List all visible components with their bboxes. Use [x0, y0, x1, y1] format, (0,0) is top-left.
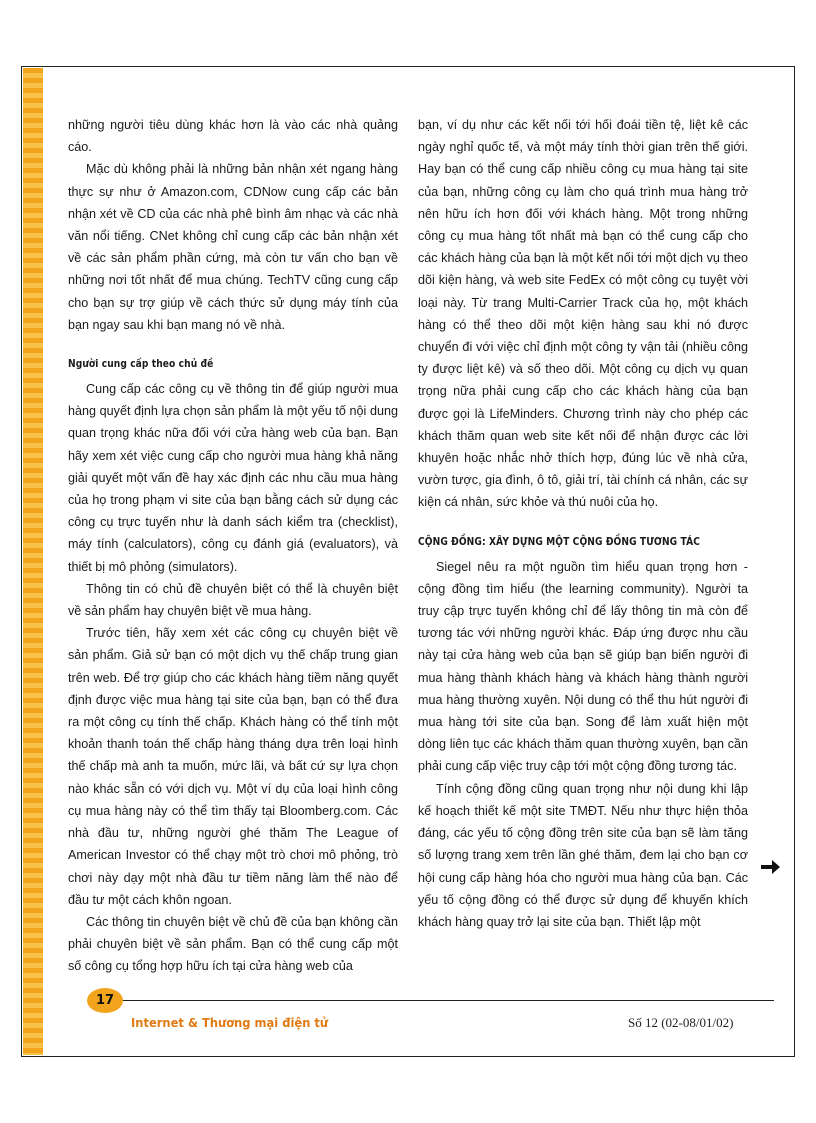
footer-divider — [88, 1000, 774, 1001]
section-heading: Người cung cấp theo chủ đề — [68, 358, 214, 371]
brand-main: Internet — [131, 1015, 184, 1030]
right-column — [418, 114, 748, 933]
paragraph: những người tiêu dùng khác hơn là vào các nhà quảng cáo. — [68, 118, 398, 155]
section-heading: CỘNG ĐỒNG: XÂY DỰNG MỘT CỘNG ĐỒNG TƯƠNG TÁC — [418, 535, 700, 548]
paragraph: Các thông tin chuyên biệt về chủ đề của bạn không cần phải chuyên biệt về sản phẩm. Bạn có thể cung cấp một số công cụ tổng hợp hữu ích tại cửa hàng web của — [68, 914, 398, 974]
arrow-right-icon — [759, 858, 781, 876]
paragraph: Cung cấp các công cụ về thông tin để giúp người mua hàng quyết định lựa chọn sản phẩm là một yếu tố nội dung quan trọng khác nữa đối với cửa hàng web của bạn. Bạn hãy xem xét việc cung cấp cho người mua hàng khả năng giải quyết một vấn đề hay xác định các nhu cầu mua hàng của họ trong phạm vi site của bạn bằng cách sử dụng các công cụ trực tuyến như là danh sách kiểm tra (checklist), máy tính (calculators), công cụ đánh giá (evaluators), và thiết bị mô phỏng (simulators). — [68, 382, 398, 574]
paragraph: Trước tiên, hãy xem xét các công cụ chuyên biệt về sản phẩm. Giả sử bạn có một dịch vụ thế chấp trung gian trên web. Để trợ giúp cho các khách hàng tiềm năng quyết định được việc mua hàng tại site của bạn, bạn có thể đưa ra một công cụ tính thế chấp. Khách hàng có thể tính một khoản thanh toán thế chấp hàng tháng dựa trên loại hình thế chấp mà anh ta muốn, mức lãi, và bất cứ sự lựa chọn nào khác sẵn có với dịch vụ. Một ví dụ của loại hình công cụ mua hàng này có thể tìm thấy tại Bloomberg.com. Các nhà đầu tư, những người ghé thăm The League of American Investor có thể chạy một trò chơi mô phỏng, trò chơi này dạy một nhà đầu tư tiềm năng làm thế nào để đầu tư một cách khôn ngoan. — [68, 626, 398, 907]
issue-info: Số 12 (02-08/01/02) — [628, 1015, 734, 1030]
page-number-badge — [87, 988, 123, 1013]
paragraph: bạn, ví dụ như các kết nối tới hối đoái tiền tệ, liệt kê các ngày nghỉ quốc tế, và một máy tính thời gian trên thế giới. Hay bạn có thể cung cấp nhiều công cụ mua hàng tại site của bạn, những công cụ làm cho quá trình mua hàng trở nên hữu ích hơn đối với khách hàng. Một trong những công cụ mua hàng tốt nhất mà bạn có thể cung cấp cho các khách hàng của bạn là một kết nối tới một dịch vụ theo dõi kiện hàng, và web site FedEx có một công cụ tuyệt vời loại này. Từ trang Multi-Carrier Track của họ, một khách hàng có thể theo dõi một kiện hàng sau khi nó được chuyển đi với việc chỉ định một công ty vận tải (nhiều công ty được liệt kê) và số theo dõi. Một công cụ dịch vụ quan trọng nữa phải cung cấp cho các khách hàng của bạn được gọi là LifeMinders. Chương trình này cho phép các khách thăm quan web site kết nối để nhận được các lời khuyên hoặc nhắc nhở thích hợp, đúng lúc về nhà cửa, vườn tược, gia đình, ô tô, giải trí, tài chính cá nhân, các sự kiện cá nhân, sức khỏe và thú nuôi của họ. — [418, 118, 748, 510]
paragraph: Thông tin có chủ đề chuyên biệt có thể là chuyên biệt về sản phẩm hay chuyên biệt về mua hàng. — [68, 581, 398, 619]
brand-ampersand: & — [187, 1015, 198, 1030]
left-column — [68, 114, 398, 978]
paragraph: Mặc dù không phải là những bản nhận xét ngang hàng thực sự như ở Amazon.com, CDNow cung cấp các bản nhận xét về CD của các nhà phê bình âm nhạc và các nhà văn nổi tiếng. CNet không chỉ cung cấp các bản nhận xét về các sản phẩm phần cứng, mà còn tư vấn cho bạn về những nơi tốt nhất để mua chúng. TechTV cũng cung cấp cho bạn sự trợ giúp về cách thức sử dụng máy tính của bạn ngay sau khi bạn mang nó về nhà. — [68, 162, 398, 332]
publication-brand — [131, 1015, 328, 1030]
page-number: 17 — [95, 993, 115, 1008]
paragraph: Tính cộng đồng cũng quan trọng như nội dung khi lập kế hoạch thiết kế một site TMĐT. Nếu như thực hiện thỏa đáng, các yếu tố cộng đồng trên site của bạn sẽ làm tăng số lượng trang xem trên lần ghé thăm, đem lại cho bạn cơ hội cung cấp hàng hóa cho người mua hàng của bạn. Các yếu tố cộng đồng có thể được sử dụng để khuyến khích khách hàng quay trở lại site của bạn. Thiết lập một — [418, 781, 748, 929]
brand-rest: Thương mại điện tử — [201, 1015, 329, 1030]
paragraph: Siegel nêu ra một nguồn tìm hiểu quan trọng hơn - cộng đồng tìm hiểu (the learning community). Người ta truy cập trực tuyến không chỉ để lấy thông tin mà còn để tương tác với những người khác. Đáp ứng được nhu cầu này tại cửa hàng web của bạn sẽ giúp bạn biến người đi mua hàng thành khách hàng và khách hàng thành người mua hàng thường xuyên. Nội dung có thể thu hút người đi mua hàng tới site của bạn. Song để làm xuất hiện một dòng liên tục các khách thăm quan thường xuyên, bạn cần phải cung cấp việc truy cập tới một cộng đồng tương tác. — [418, 559, 748, 774]
